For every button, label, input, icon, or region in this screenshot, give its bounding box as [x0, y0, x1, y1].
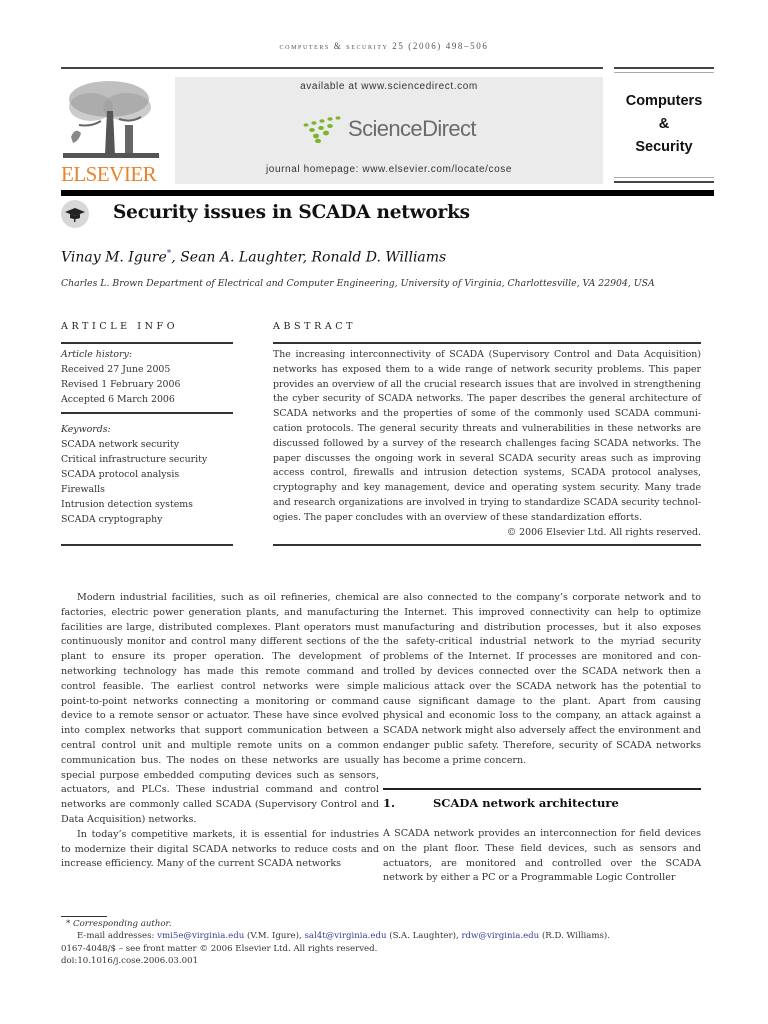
divider [61, 412, 233, 414]
author-name: Ronald D. Williams [311, 249, 447, 266]
history-item: Accepted 6 March 2006 [61, 394, 175, 405]
abstract-body [273, 348, 701, 540]
author-separator: , [171, 249, 181, 266]
history-label: Article history: [61, 349, 132, 360]
keyword: SCADA protocol analysis [61, 469, 180, 480]
corresponding-author-mark[interactable]: * [166, 249, 172, 259]
header-thick-rule [61, 190, 714, 196]
doi[interactable]: doi:10.1016/j.cose.2006.03.001 [61, 956, 199, 967]
email-label: E-mail addresses: [77, 931, 155, 942]
sciencedirect-dots-icon [302, 115, 342, 143]
journal-rule-top [614, 67, 714, 73]
keyword: SCADA cryptography [61, 514, 163, 525]
keywords-label: Keywords: [61, 424, 111, 435]
abstract-heading: ABSTRACT [273, 321, 357, 332]
author-name: Vinay M. Igure [61, 249, 167, 266]
journal-homepage-text[interactable]: journal homepage: www.elsevier.com/locate/cose [265, 164, 513, 175]
available-at-text[interactable]: available at www.sciencedirect.com [300, 81, 478, 92]
author-separator: , [302, 249, 312, 266]
email-owner: (V.M. Igure), [246, 931, 302, 942]
body-paragraph: are also connected to the company’s corporate network and to the Internet. This improved connectivity can help to optimize manufacturing and distribution processes, but it also exposes the safety-critical industrial network to the myriad security problems of the Internet. If processes are monitored and controlled by devices connected over the SCADA network then a malicious attack over the SCADA network has the potential to cause significant damage to the plant. Apart from causing physical and economic loss to the company, an attack against a SCADA network might also adversely affect the environment and endanger public safety. Therefore, security of SCADA networks has become a prime concern. [383, 592, 701, 766]
article-history [61, 347, 236, 407]
journal-rule-bottom [614, 177, 714, 183]
front-matter-note: 0167-4048/$ – see front matter © 2006 Elsevier Ltd. All rights reserved. [61, 943, 378, 954]
keywords [61, 422, 236, 527]
affiliation: Charles L. Brown Department of Electrical and Computer Engineering, University of Virginia, Charlottesville, VA 22904, USA [61, 278, 655, 289]
section-heading [383, 796, 619, 810]
footnote-rule [61, 916, 107, 917]
author-name: Sean A. Laughter [180, 249, 303, 266]
journal-name-line-2: & [658, 116, 670, 132]
sciencedirect-wordmark: ScienceDirect [348, 116, 476, 141]
journal-name-line-1: Computers [625, 93, 703, 109]
section-body [383, 827, 701, 886]
author-list [61, 249, 446, 266]
keyword: Firewalls [61, 484, 105, 495]
footnotes [61, 918, 701, 968]
section-rule [383, 788, 701, 790]
email-link[interactable]: sal4t@virginia.edu [304, 931, 387, 942]
section-number: 1. [383, 796, 396, 810]
email-link[interactable]: vmi5e@virginia.edu [157, 931, 245, 942]
elsevier-wordmark: ELSEVIER [61, 162, 157, 186]
divider [61, 342, 233, 344]
body-paragraph: A SCADA network provides an interconnection for field devices on the plant floor. These field devices, such as sensors and actuators, are monitored and controlled over the SCADA network by either a PC or a Programmable Logic Controller [383, 828, 701, 884]
keyword: SCADA network security [61, 439, 179, 450]
running-head: computers & security 25 (2006) 498–506 [279, 41, 489, 51]
section-title: SCADA network architecture [433, 796, 619, 810]
article-title: Security issues in SCADA networks [113, 202, 470, 223]
divider [273, 544, 701, 546]
email-owner: (R.D. Williams). [541, 931, 610, 942]
sciencedirect-logo [302, 114, 476, 144]
history-item: Revised 1 February 2006 [61, 379, 181, 390]
body-left-column [61, 591, 379, 872]
body-paragraph: Modern industrial facilities, such as oil refineries, chemical factories, electric power generation plants, and manufacturing facilities are large, distributed complexes. Plant operators must continuously monitor and control many different sections of the plant to ensure its proper operation. The development of networking technology has made this remote command and control feasible. The earliest control networks were simple point-to-point networks connecting a monitoring or command device to a remote sensor or actuator. These have since evolved into complex networks that support communication between a central control unit and multiple remote units on a common communication bus. The nodes on these networks are usually special purpose embedded computing devices such as sensors, actuators, and PLCs. These industrial command and control networks are commonly called SCADA (Supervisory Control and Data Acquisition) networks. [61, 592, 379, 825]
keyword: Intrusion detection systems [61, 499, 193, 510]
keyword: Critical infrastructure security [61, 454, 208, 465]
abstract-text: The increasing interconnectivity of SCADA (Supervisory Control and Data Acquisition) networks has exposed them to a wide range of network security problems. This paper provides an overview of all the crucial research issues that are involved in strengthening the cyber security of SCADA networks. The paper describes the general architecture of SCADA networks and the properties of some of the commonly used SCADA communication protocols. The general security threats and vulnerabilities in these networks are discussed followed by a survey of the research challenges facing SCADA networks. The paper discusses the ongoing work in several SCADA security areas such as improving access control, firewalls and intrusion detection systems, SCADA protocol analyses, cryptography and key management, device and operating system security. Many trade and research organizations are involved in trying to standardize SCADA security technologies. The paper concludes with an overview of these standardization efforts. [273, 349, 701, 523]
body-right-column [383, 591, 701, 769]
corresponding-author-note: * Corresponding author. [66, 919, 172, 929]
abstract-copyright: © 2006 Elsevier Ltd. All rights reserved. [506, 526, 701, 538]
body-paragraph: In today’s competitive markets, it is essential for industries to modernize their digital SCADA networks to reduce costs and increase efficiency. Many of the current SCADA networks [61, 828, 379, 870]
journal-name-line-3: Security [635, 139, 693, 155]
article-info-heading: ARTICLE INFO [61, 321, 179, 332]
header-rule [61, 67, 603, 69]
email-addresses [61, 930, 701, 942]
divider [61, 544, 233, 546]
history-item: Received 27 June 2005 [61, 364, 171, 375]
journal-name [610, 90, 718, 159]
email-owner: (S.A. Laughter), [389, 931, 459, 942]
graduation-cap-icon [61, 200, 89, 228]
email-link[interactable]: rdw@virginia.edu [461, 931, 540, 942]
divider [273, 342, 701, 344]
